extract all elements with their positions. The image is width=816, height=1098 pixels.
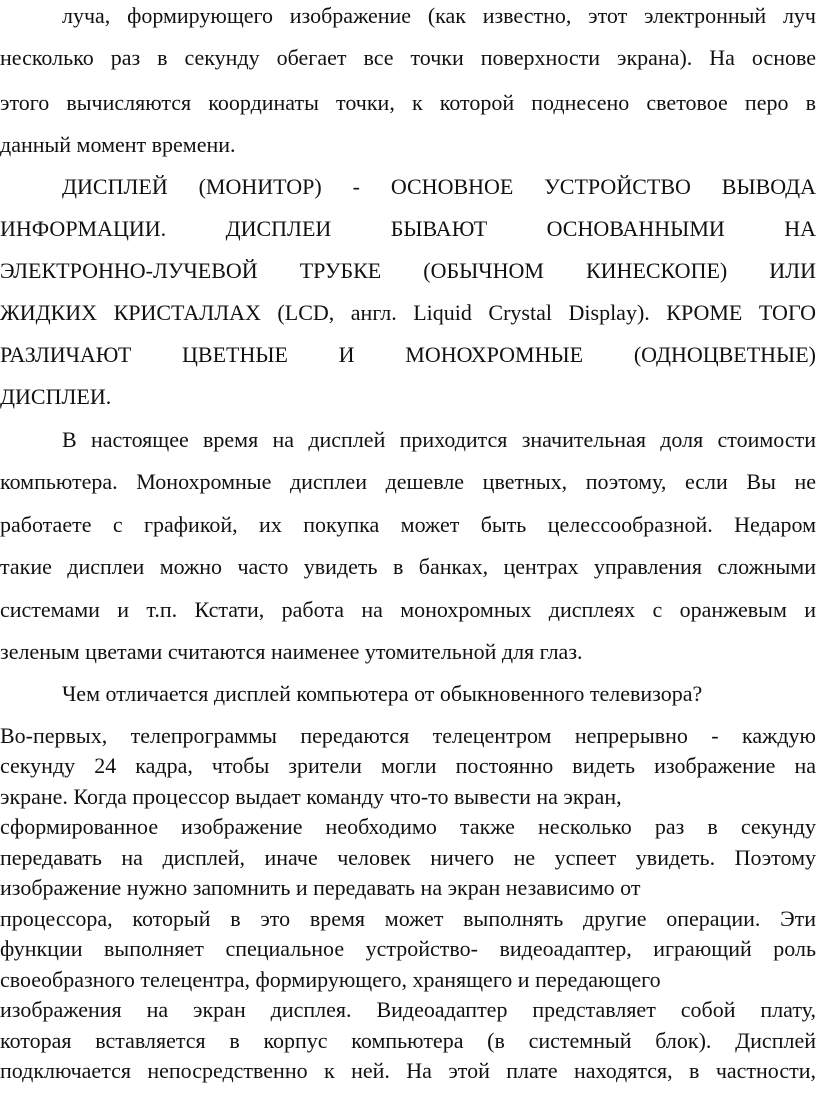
text-line: ДИСПЛЕИ. xyxy=(0,384,112,409)
text-line: этого вычисляются координаты точки, к которой поднесено световое перо в xyxy=(0,90,816,115)
text-line: Во-первых, телепрограммы передаются телецентром непрерывно - каждую xyxy=(0,723,816,748)
text-line: Чем отличается дисплей компьютера от обыкновенного телевизора? xyxy=(62,681,703,706)
text-line: В настоящее время на дисплей приходится значительная доля стоимости xyxy=(62,427,816,452)
text-line: ЖИДКИХ КРИСТАЛЛАХ (LCD, англ. Liquid Crystal Display). КРОМЕ ТОГО xyxy=(0,300,816,325)
text-line: такие дисплеи можно часто увидеть в банках, центрах управления сложными xyxy=(0,554,816,579)
text-line: работаете с графикой, их покупка может быть целессообразной. Недаром xyxy=(0,512,816,537)
text-line: РАЗЛИЧАЮТ ЦВЕТНЫЕ И МОНОХРОМНЫЕ (ОДНОЦВЕТНЫЕ) xyxy=(0,342,816,367)
text-line: своеобразного телецентра, формирующего, хранящего и передающего xyxy=(0,967,661,992)
text-line: изображение нужно запомнить и передавать на экран независимо от xyxy=(0,875,641,900)
text-line: компьютера. Монохромные дисплеи дешевле цветных, поэтому, если Вы не xyxy=(0,469,816,494)
text-line: изображения на экран дисплея. Видеоадаптер представляет собой плату, xyxy=(0,997,816,1022)
text-line: луча, формирующего изображение (как известно, этот электронный луч xyxy=(62,3,816,28)
text-line: зеленым цветами считаются наименее утомительной для глаз. xyxy=(0,639,583,664)
text-line: процессора, который в это время может выполнять другие операции. Эти xyxy=(0,906,816,931)
text-line: системами и т.п. Кстати, работа на монохромных дисплеях с оранжевым и xyxy=(0,597,816,622)
text-line: которая вставляется в корпус компьютера (в системный блок). Дисплей xyxy=(0,1028,816,1053)
text-line: подключается непосредственно к ней. На этой плате находятся, в частности, xyxy=(0,1058,816,1083)
text-line: ИНФОРМАЦИИ. ДИСПЛЕИ БЫВАЮТ ОСНОВАННЫМИ НА xyxy=(0,216,816,241)
text-line: экране. Когда процессор выдает команду что-то вывести на экран, xyxy=(0,784,622,809)
text-line: сформированное изображение необходимо также несколько раз в секунду xyxy=(0,814,816,839)
text-line: передавать на дисплей, иначе человек ничего не успеет увидеть. Поэтому xyxy=(0,845,816,870)
text-line: ДИСПЛЕЙ (МОНИТОР) - ОСНОВНОЕ УСТРОЙСТВО ВЫВОДА xyxy=(62,174,816,199)
text-line: функции выполняет специальное устройство- видеоадаптер, играющий роль xyxy=(0,936,816,961)
text-line: несколько раз в секунду обегает все точки поверхности экрана). На основе xyxy=(0,45,816,70)
text-line: секунду 24 кадра, чтобы зрители могли постоянно видеть изображение на xyxy=(0,753,816,778)
text-line: ЭЛЕКТРОННО-ЛУЧЕВОЙ ТРУБКЕ (ОБЫЧНОМ КИНЕСКОПЕ) ИЛИ xyxy=(0,258,816,283)
text-line: данный момент времени. xyxy=(0,132,236,157)
